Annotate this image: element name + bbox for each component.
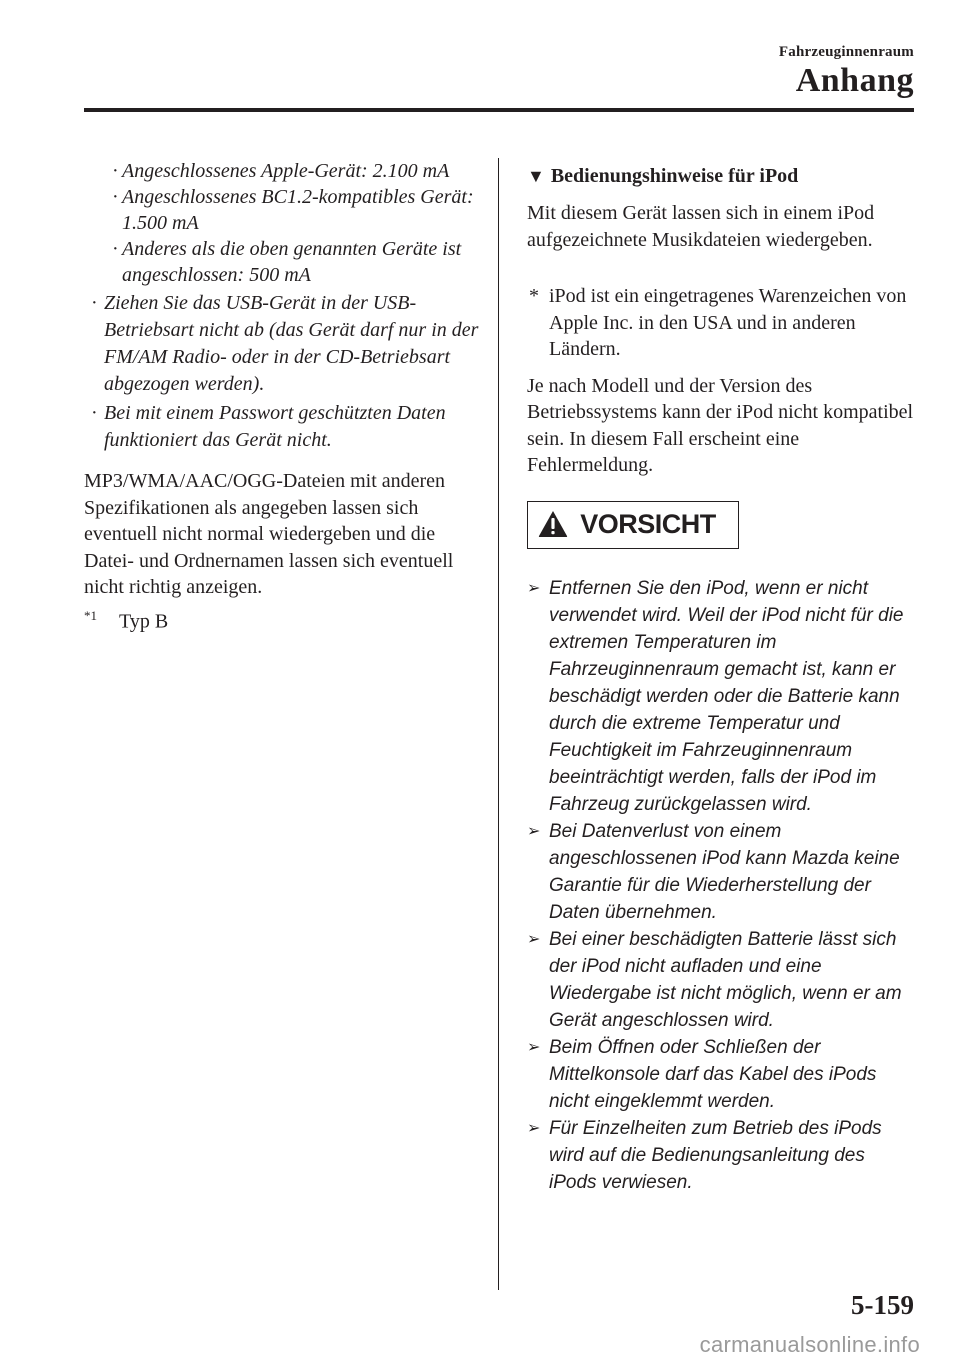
- header-rule: [84, 108, 914, 112]
- caution-banner: [527, 501, 739, 549]
- format-note-paragraph: MP3/WMA/AAC/OGG-Dateien mit anderen Spezifikationen als angegeben lassen sich eventuell nicht normal wiedergeben und die Datei- und Ordnernamen lassen sich eventuell nicht richtig anzeigen.: [84, 470, 454, 598]
- section-title: Anhang: [795, 62, 914, 99]
- sub-bullet-item: [84, 184, 484, 236]
- footnote-text: Typ B: [119, 610, 169, 633]
- caution-item: [527, 818, 917, 926]
- caution-text: Beim Öffnen oder Schließen der Mittelkonsole darf das Kabel des iPods nicht eingeklemmt werden.: [549, 1036, 877, 1112]
- footnote: [84, 603, 484, 635]
- trademark-text: iPod ist ein eingetragenes Warenzeichen von Apple Inc. in den USA und in anderen Ländern.: [549, 285, 907, 360]
- caution-text: Bei Datenverlust von einem angeschlossenen iPod kann Mazda keine Garantie für die Wiederherstellung der Daten übernehmen.: [549, 820, 900, 923]
- sub-bullet-text: Angeschlossenes Apple-Gerät: 2.100 mA: [122, 160, 450, 182]
- warning-triangle-icon: [538, 510, 568, 538]
- bullet-dot-icon: ·: [112, 160, 119, 182]
- caution-item: [527, 575, 917, 818]
- watermark-text: carmanualsonline.info: [699, 1332, 920, 1357]
- arrowhead-bullet-icon: ➢: [527, 822, 541, 840]
- caution-text: Bei einer beschädigten Batterie lässt sich der iPod nicht aufladen und eine Wiedergabe ist nicht möglich, wenn er am Gerät angeschlossen wird.: [549, 928, 902, 1031]
- bullet-item: [84, 400, 484, 454]
- caution-list: [527, 575, 917, 1196]
- sub-bullet-text: Anderes als die oben genannten Geräte ist angeschlossen: 500 mA: [122, 238, 462, 286]
- caution-item: [527, 1034, 917, 1115]
- section-subtitle: Fahrzeuginnenraum: [778, 44, 914, 60]
- sub-bullet-item: [84, 236, 484, 288]
- caution-item: [527, 1115, 917, 1196]
- arrowhead-bullet-icon: ➢: [527, 930, 541, 948]
- arrowhead-bullet-icon: ➢: [527, 1038, 541, 1056]
- triangle-down-icon: ▼: [527, 166, 545, 186]
- caution-text: Entfernen Sie den iPod, wenn er nicht verwendet wird. Weil der iPod nicht für die extremen Temperaturen im Fahrzeuginnenraum gemacht ist, kann er beschädigt werden oder die Batterie kann durch die extreme Temperatur und Feuchtigkeit im Fahrzeuginnenraum beeinträchtigt werden, falls der iPod im Fahrzeug zurückgelassen wird.: [549, 577, 904, 815]
- trademark-note: [527, 283, 917, 363]
- ipod-intro-paragraph: Mit diesem Gerät lassen sich in einem iPod aufgezeichnete Musikdateien wiedergeben.: [527, 202, 875, 251]
- caution-item: [527, 926, 917, 1034]
- bullet-dot-icon: ·: [112, 238, 119, 260]
- bullet-text: Bei mit einem Passwort geschützten Daten funktioniert das Gerät nicht.: [104, 402, 446, 451]
- left-column: [84, 158, 484, 634]
- arrowhead-bullet-icon: ➢: [527, 1119, 541, 1137]
- right-column: [527, 158, 917, 1196]
- compatibility-paragraph: Je nach Modell und der Version des Betriebssystems kann der iPod nicht kompatibel sein. In diesem Fall erscheint eine Fehlermeldung.: [527, 374, 914, 476]
- bullet-text: Ziehen Sie das USB-Gerät in der USB-Betriebsart nicht ab (das Gerät darf nur in der FM/AM Radio- oder in der CD-Betriebsart abgezogen werden).: [104, 292, 479, 395]
- arrowhead-bullet-icon: ➢: [527, 579, 541, 597]
- sub-bullet-text: Angeschlossenes BC1.2-kompatibles Gerät: 1.500 mA: [122, 186, 474, 234]
- footnote-mark: *1: [84, 607, 97, 623]
- bullet-dot-icon: ·: [112, 186, 119, 208]
- page-number: 5-159: [851, 1290, 914, 1320]
- bullet-dot-icon: ·: [91, 402, 98, 424]
- asterisk-mark: *: [529, 285, 539, 307]
- column-divider: [498, 158, 499, 1290]
- bullet-dot-icon: ·: [91, 292, 98, 314]
- bullet-item: [84, 290, 484, 398]
- caution-text: Für Einzelheiten zum Betrieb des iPods wird auf die Bedienungsanleitung des iPods verwiesen.: [549, 1117, 882, 1193]
- ipod-section-heading: [527, 162, 917, 190]
- caution-label: VORSICHT: [580, 509, 716, 539]
- ipod-section-title: Bedienungshinweise für iPod: [550, 165, 799, 187]
- sub-bullet-item: [84, 158, 484, 184]
